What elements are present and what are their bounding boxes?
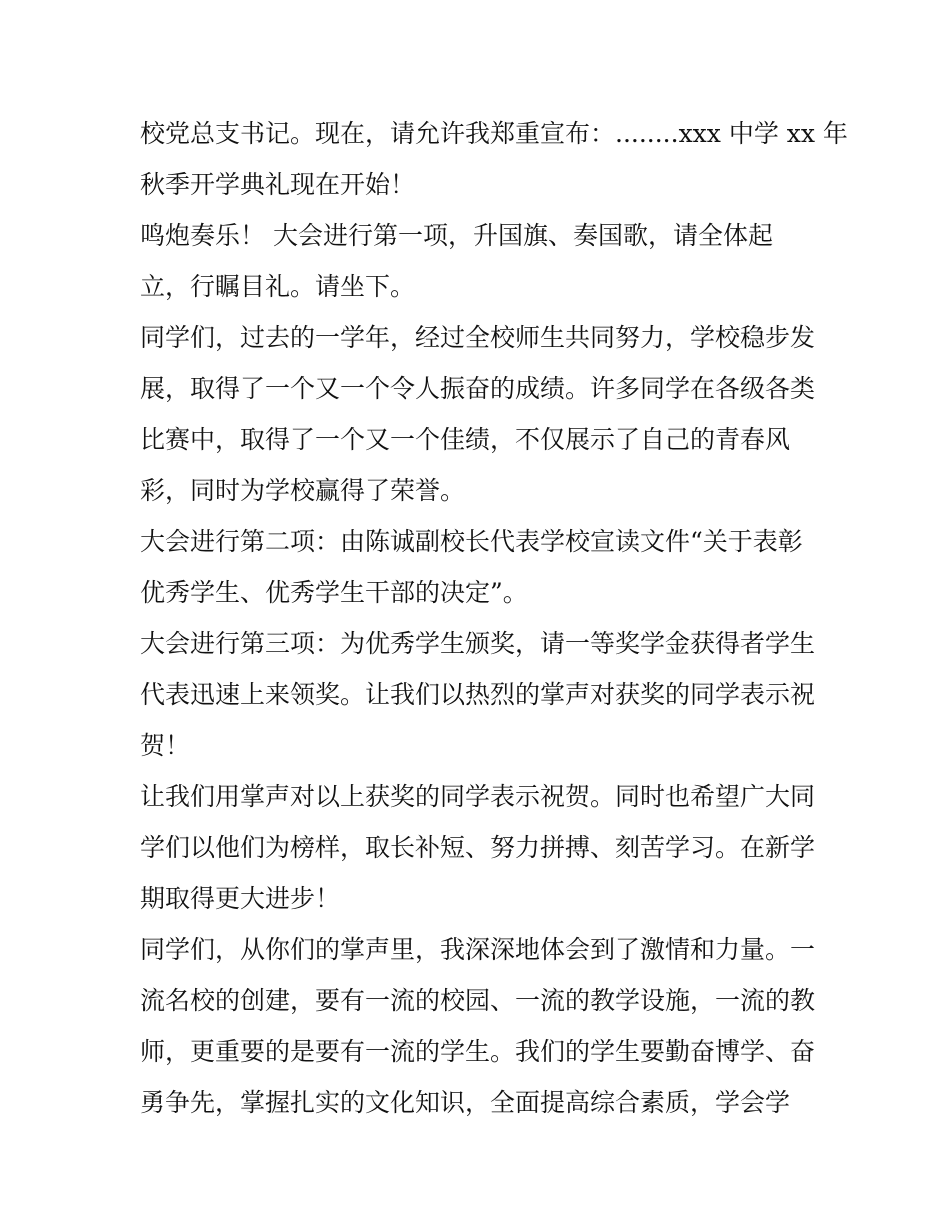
text-line: 勇争先，掌握扎实的文化知识，全面提高综合素质，学会学 bbox=[140, 1088, 791, 1117]
text-line: 比赛中，取得了一个又一个佳绩，不仅展示了自己的青春风 bbox=[140, 425, 791, 454]
text-line: 立，行瞩目礼。请坐下。 bbox=[140, 272, 416, 301]
text-line: 秋季开学典礼现在开始！ bbox=[140, 170, 416, 199]
text-line: 师，更重要的是要有一流的学生。我们的学生要勤奋博学、奋 bbox=[140, 1037, 816, 1066]
text-line: 流名校的创建，要有一流的校园、一流的教学设施，一流的教 bbox=[140, 986, 816, 1015]
text-line: 鸣炮奏乐！ 大会进行第一项，升国旗、奏国歌，请全体起 bbox=[140, 221, 773, 250]
text-line: 校党总支书记。现在，请允许我郑重宣布：........xxx 中学 xx 年 bbox=[140, 119, 848, 148]
text-line: 大会进行第三项：为优秀学生颁奖，请一等奖学金获得者学生 bbox=[140, 629, 816, 658]
text-line: 让我们用掌声对以上获奖的同学表示祝贺。同时也希望广大同 bbox=[140, 782, 816, 811]
text-line: 期取得更大进步！ bbox=[140, 884, 341, 913]
text-line: 同学们，过去的一学年，经过全校师生共同努力，学校稳步发 bbox=[140, 323, 816, 352]
text-line: 彩，同时为学校赢得了荣誉。 bbox=[140, 476, 466, 505]
text-line: 大会进行第二项：由陈诚副校长代表学校宣读文件“关于表彰 bbox=[140, 527, 803, 556]
text-line: 展，取得了一个又一个令人振奋的成绩。许多同学在各级各类 bbox=[140, 374, 816, 403]
text-line: 学们以他们为榜样，取长补短、努力拼搏、刻苦学习。在新学 bbox=[140, 833, 816, 862]
text-line: 优秀学生、优秀学生干部的决定”。 bbox=[140, 578, 528, 607]
text-line: 代表迅速上来领奖。让我们以热烈的掌声对获奖的同学表示祝 bbox=[140, 680, 816, 709]
document-body bbox=[140, 108, 848, 1128]
text-line: 贺！ bbox=[140, 731, 191, 760]
text-line: 同学们，从你们的掌声里，我深深地体会到了激情和力量。一 bbox=[140, 935, 816, 964]
